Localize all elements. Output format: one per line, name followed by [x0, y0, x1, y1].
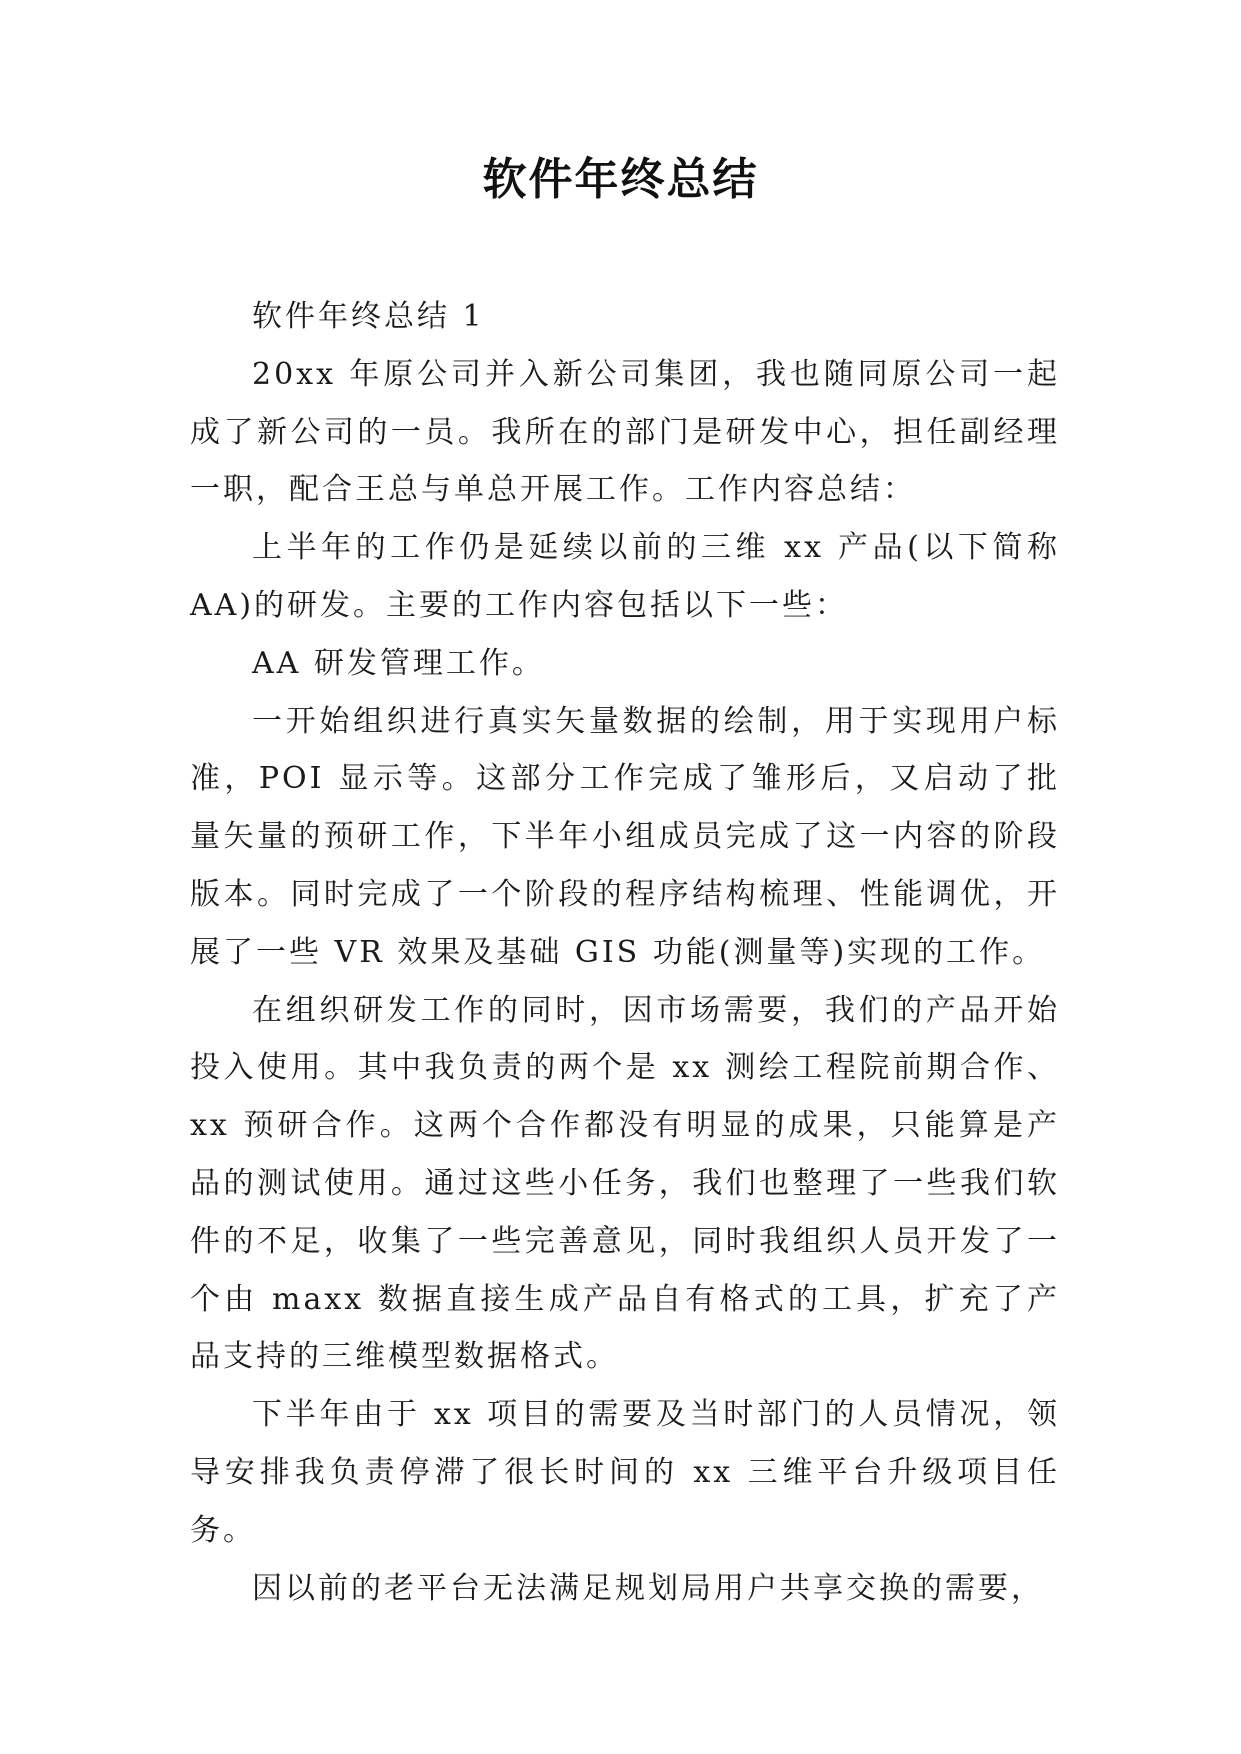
body-paragraph: AA 研发管理工作。: [252, 645, 545, 681]
body-paragraph: 一开始组织进行真实矢量数据的绘制，用于实现用户标准，POI 显示等。这部分工作完成了雏形后，又启动了批量矢量的预研工作，下半年小组成员完成了这一内容的阶段版本。同时完成了一个阶段的程序结构梳理、性能调优，开展了一些 VR 效果及基础 GIS 功能(测量等)实现的工作。: [190, 703, 1060, 970]
body-paragraph: 因以前的老平台无法满足规划局用户共享交换的需要，: [252, 1570, 1044, 1606]
document-title: 软件年终总结: [482, 154, 759, 205]
body-paragraph: 下半年由于 xx 项目的需要及当时部门的人员情况，领导安排我负责停滞了很长时间的 xx 三维平台升级项目任务。: [190, 1397, 1060, 1548]
body-paragraph: 在组织研发工作的同时，因市场需要，我们的产品开始投入使用。其中我负责的两个是 xx 测绘工程院前期合作、xx 预研合作。这两个合作都没有明显的成果，只能算是产品的测试使用。通过这些小任务，我们也整理了一些我们软件的不足，收集了一些完善意见，同时我组织人员开发了一个由 maxx 数据直接生成产品自有格式的工具，扩充了产品支持的三维模型数据格式。: [190, 992, 1060, 1375]
body-paragraph: 上半年的工作仍是延续以前的三维 xx 产品(以下简称 AA)的研发。主要的工作内容包括以下一些：: [190, 530, 1060, 623]
document-body: [190, 288, 1060, 1617]
section-heading: 软件年终总结 1: [252, 299, 485, 334]
body-paragraph: 20xx 年原公司并入新公司集团，我也随同原公司一起成了新公司的一员。我所在的部门是研发中心，担任副经理一职，配合王总与单总开展工作。工作内容总结：: [190, 356, 1060, 508]
